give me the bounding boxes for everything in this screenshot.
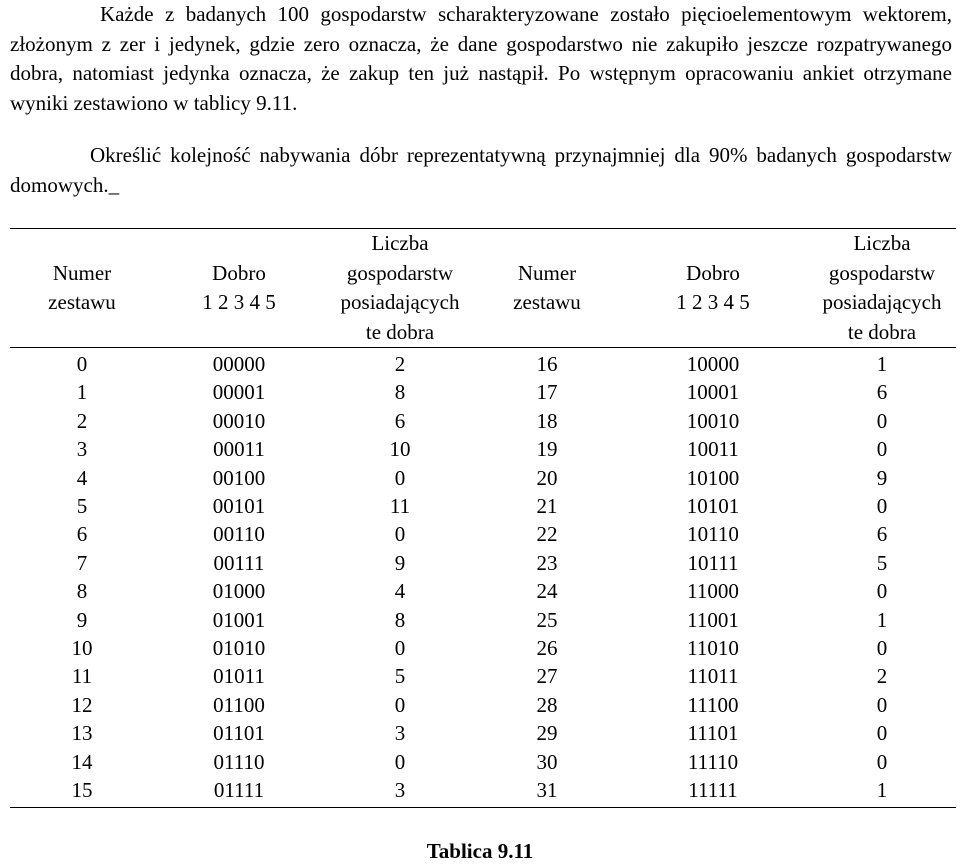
task-paragraph: Określić kolejność nabywania dóbr reprezentatywną przynajmniej dla 90% badanych gospodarstw domowych._ xyxy=(10,143,952,197)
cell-dobro-left: 01001 xyxy=(212,607,266,632)
cell-liczba-left: 4 xyxy=(394,579,406,604)
cell-dobro-right: 11011 xyxy=(687,664,739,689)
cell-liczba-right: 1 xyxy=(876,607,888,632)
cell-numer-left: 9 xyxy=(76,607,88,632)
cell-dobro-right: 10010 xyxy=(686,408,740,433)
table-header-row xyxy=(10,229,956,348)
cell-dobro-left: 00110 xyxy=(213,522,265,547)
cell-numer-left: 12 xyxy=(71,692,93,717)
header-dobro-line2: 1 2 3 4 5 xyxy=(676,290,750,314)
cell-dobro-left: 01111 xyxy=(213,778,265,803)
header-dobro-line2: 1 2 3 4 5 xyxy=(202,290,276,314)
header-liczba-line3: posiadających xyxy=(340,290,460,314)
cell-liczba-left: 0 xyxy=(394,636,406,661)
cell-numer-right: 26 xyxy=(536,636,558,661)
cell-dobro-right: 10001 xyxy=(686,380,740,405)
header-liczba-left xyxy=(324,229,476,348)
header-liczba-line1: Liczba xyxy=(371,231,429,255)
cell-liczba-left: 8 xyxy=(394,607,406,632)
header-dobro-line1: Dobro xyxy=(212,260,266,285)
cell-numer-left: 5 xyxy=(76,494,88,519)
header-numer-line2: zestawu xyxy=(48,290,116,314)
cell-liczba-right: 0 xyxy=(876,692,888,717)
cell-liczba-right: 9 xyxy=(876,465,888,490)
cell-numer-right: 18 xyxy=(536,408,558,433)
table-caption: Tablica 9.11 xyxy=(426,839,534,863)
cell-dobro-right: 11110 xyxy=(687,749,739,774)
cell-numer-left: 1 xyxy=(76,380,88,405)
header-liczba-right xyxy=(808,229,956,348)
table-row xyxy=(10,407,956,435)
cell-dobro-left: 00001 xyxy=(212,380,266,405)
header-liczba-line2: gospodarstw xyxy=(828,260,936,285)
table-row xyxy=(10,348,956,379)
header-dobro-right xyxy=(618,229,808,348)
cell-dobro-right: 10100 xyxy=(686,465,740,490)
cell-liczba-left: 8 xyxy=(394,380,406,405)
cell-liczba-left: 6 xyxy=(394,408,406,433)
cell-dobro-left: 00111 xyxy=(213,550,265,575)
cell-liczba-right: 0 xyxy=(876,636,888,661)
table-row xyxy=(10,748,956,776)
cell-numer-right: 24 xyxy=(536,579,558,604)
cell-numer-right: 21 xyxy=(536,494,558,519)
cell-dobro-right: 11000 xyxy=(687,579,739,604)
cell-numer-right: 31 xyxy=(536,778,558,803)
header-numer-zestawu-left xyxy=(10,229,154,348)
cell-numer-left: 4 xyxy=(76,465,88,490)
cell-dobro-right: 10110 xyxy=(687,522,739,547)
cell-numer-right: 20 xyxy=(536,465,558,490)
cell-liczba-left: 0 xyxy=(394,692,406,717)
cell-liczba-left: 0 xyxy=(394,749,406,774)
cell-liczba-right: 5 xyxy=(876,550,888,575)
cell-dobro-left: 01000 xyxy=(212,579,266,604)
table-row xyxy=(10,634,956,662)
cell-liczba-right: 2 xyxy=(876,664,888,689)
cell-numer-right: 30 xyxy=(536,749,558,774)
header-dobro-line1: Dobro xyxy=(686,260,740,285)
table-row xyxy=(10,520,956,548)
cell-numer-left: 15 xyxy=(71,778,93,803)
cell-dobro-right: 10000 xyxy=(686,352,740,376)
table-row xyxy=(10,464,956,492)
table-row xyxy=(10,776,956,807)
cell-numer-left: 7 xyxy=(76,550,88,575)
cell-dobro-left: 01100 xyxy=(213,692,265,717)
header-numer-line2: zestawu xyxy=(513,290,581,314)
cell-numer-left: 14 xyxy=(71,749,93,774)
header-numer-line1: Numer xyxy=(52,260,112,285)
cell-liczba-right: 0 xyxy=(876,721,888,746)
cell-numer-right: 25 xyxy=(536,607,558,632)
table-row xyxy=(10,606,956,634)
cell-dobro-left: 00000 xyxy=(212,352,266,376)
cell-numer-left: 10 xyxy=(71,636,93,661)
cell-liczba-right: 6 xyxy=(876,380,888,405)
cell-liczba-left: 9 xyxy=(394,550,406,575)
cell-liczba-right: 1 xyxy=(876,352,888,376)
table-row xyxy=(10,492,956,520)
cell-numer-right: 19 xyxy=(536,437,558,462)
header-numer-line1: Numer xyxy=(517,260,577,285)
cell-liczba-right: 0 xyxy=(876,494,888,519)
cell-numer-right: 29 xyxy=(536,721,558,746)
table-row xyxy=(10,549,956,577)
cell-liczba-left: 3 xyxy=(394,721,406,746)
cell-dobro-left: 01011 xyxy=(213,664,265,689)
cell-dobro-left: 00100 xyxy=(212,465,266,490)
cell-numer-left: 8 xyxy=(76,579,88,604)
header-liczba-line2: gospodarstw xyxy=(346,260,454,285)
cell-numer-right: 27 xyxy=(536,664,558,689)
cell-numer-left: 2 xyxy=(76,408,88,433)
cell-dobro-left: 00101 xyxy=(212,494,266,519)
cell-numer-left: 11 xyxy=(71,664,93,689)
header-liczba-line1: Liczba xyxy=(853,231,911,255)
cell-numer-right: 23 xyxy=(536,550,558,575)
cell-liczba-left: 11 xyxy=(389,494,411,519)
households-table xyxy=(10,228,956,808)
cell-dobro-left: 00011 xyxy=(213,437,265,462)
cell-dobro-right: 11101 xyxy=(687,721,739,746)
cell-dobro-right: 10101 xyxy=(686,494,740,519)
cell-numer-right: 16 xyxy=(536,352,558,376)
cell-dobro-right: 11001 xyxy=(687,607,739,632)
header-liczba-line4: te dobra xyxy=(365,319,435,344)
cell-liczba-right: 0 xyxy=(876,437,888,462)
cell-dobro-left: 00010 xyxy=(212,408,266,433)
header-liczba-line3: posiadających xyxy=(822,290,942,314)
cell-liczba-left: 10 xyxy=(389,437,411,462)
cell-numer-left: 6 xyxy=(76,522,88,547)
table-row xyxy=(10,435,956,463)
cell-liczba-right: 1 xyxy=(876,778,888,803)
cell-liczba-right: 0 xyxy=(876,579,888,604)
cell-dobro-right: 10011 xyxy=(687,437,739,462)
cell-numer-left: 3 xyxy=(76,437,88,462)
intro-paragraph: Każde z badanych 100 gospodarstw scharakteryzowane zostało pięcioelementowym wektorem, złożonym z zer i jedynek, gdzie zero oznacza, że dane gospodarstwo nie zakupiło jeszcze rozpatrywanego dobra, natomiast jedynka oznacza, że zakup ten już nastąpił. Po wstępnym opracowaniu ankiet otrzymane wyniki zestawiono w tablicy 9.11. xyxy=(10,2,952,115)
header-liczba-line4: te dobra xyxy=(847,319,917,344)
table-row xyxy=(10,719,956,747)
cell-liczba-left: 0 xyxy=(394,522,406,547)
cell-liczba-right: 0 xyxy=(876,749,888,774)
cell-liczba-left: 3 xyxy=(394,778,406,803)
cell-numer-right: 28 xyxy=(536,692,558,717)
cell-numer-right: 17 xyxy=(536,380,558,405)
table-row xyxy=(10,691,956,719)
cell-liczba-right: 0 xyxy=(876,408,888,433)
cell-numer-left: 0 xyxy=(76,352,88,376)
table-row xyxy=(10,378,956,406)
cell-liczba-left: 2 xyxy=(394,352,406,376)
table-row xyxy=(10,662,956,690)
cell-dobro-left: 01010 xyxy=(212,636,266,661)
cell-dobro-right: 11010 xyxy=(687,636,739,661)
table-body xyxy=(10,348,956,808)
cell-dobro-right: 10111 xyxy=(687,550,739,575)
cell-dobro-right: 11100 xyxy=(687,692,739,717)
cell-dobro-right: 11111 xyxy=(688,778,738,803)
cell-liczba-left: 0 xyxy=(394,465,406,490)
header-numer-zestawu-right xyxy=(476,229,618,348)
cell-dobro-left: 01110 xyxy=(213,749,265,774)
header-dobro-left xyxy=(154,229,324,348)
cell-dobro-left: 01101 xyxy=(213,721,265,746)
table-row xyxy=(10,577,956,605)
cell-numer-right: 22 xyxy=(536,522,558,547)
cell-liczba-left: 5 xyxy=(394,664,406,689)
cell-liczba-right: 6 xyxy=(876,522,888,547)
cell-numer-left: 13 xyxy=(71,721,93,746)
